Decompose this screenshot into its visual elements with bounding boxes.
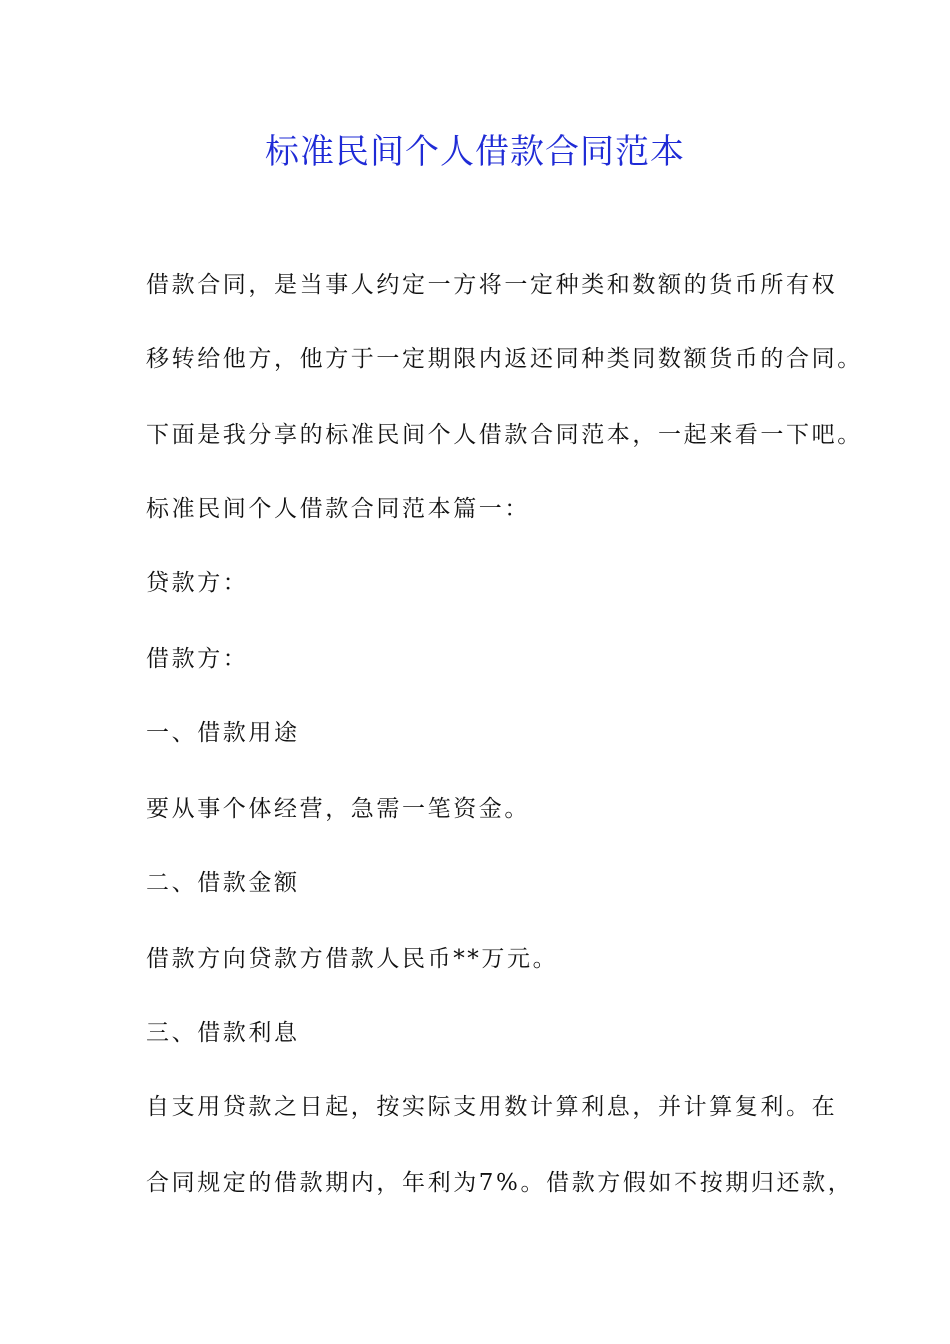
paragraph-line: 借款方向贷款方借款人民币**万元。 [146,946,559,972]
clause-heading: 一、借款用途 [146,720,300,746]
page-title: 标准民间个人借款合同范本 [265,132,685,172]
borrower-label: 借款方： [146,646,249,672]
lender-label: 贷款方： [146,570,249,596]
paragraph-line: 移转给他方，他方于一定期限内返还同种类同数额货币的合同。 [146,346,863,372]
paragraph-line: 借款合同，是当事人约定一方将一定种类和数额的货币所有权 [146,272,838,298]
paragraph-line: 自支用贷款之日起，按实际支用数计算利息，并计算复利。在 [146,1094,838,1120]
clause-heading: 二、借款金额 [146,870,300,896]
section-heading: 标准民间个人借款合同范本篇一： [146,496,530,522]
clause-heading: 三、借款利息 [146,1020,300,1046]
paragraph-line: 要从事个体经营，急需一笔资金。 [146,796,530,822]
paragraph-line: 下面是我分享的标准民间个人借款合同范本，一起来看一下吧。 [146,422,863,448]
paragraph-line: 合同规定的借款期内，年利为7%。借款方假如不按期归还款， [146,1170,854,1196]
